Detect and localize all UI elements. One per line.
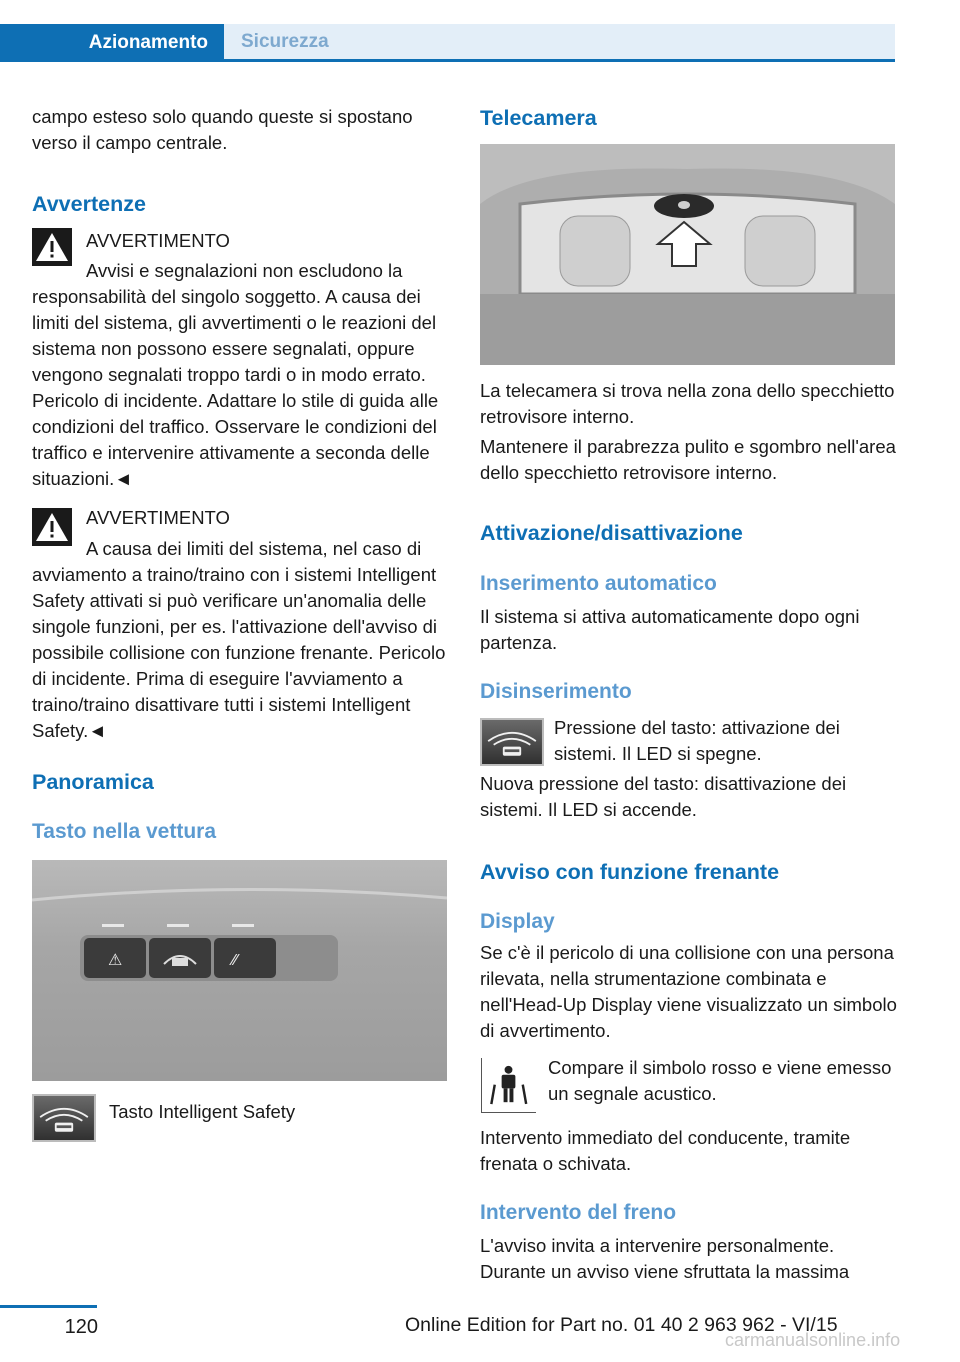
- intro-paragraph: campo esteso solo quando queste si spostano verso il campo centrale.: [32, 106, 413, 153]
- warning2-block: [32, 536, 450, 744]
- tab-sicurezza[interactable]: Sicurezza: [224, 24, 895, 60]
- warning1-text: Avvisi e segnalazioni non escludono la responsabilità del singolo soggetto. A causa dei limiti del sistema, gli avvertimenti o le reazioni del sistema non possono essere segnalati, oppure vengono segnalati troppo tardi o in modo errato. Pericolo di incidente. Adattare lo stile di guida alle condizioni del traffico. Osservare le condizioni del traffico e intervenire attivamente a seconda delle situazioni.◄: [32, 260, 439, 489]
- subheading-intervento-freno: Intervento del freno: [480, 1201, 677, 1224]
- header-tabbar: [0, 0, 895, 62]
- warning1-block: [32, 258, 450, 492]
- heading-avvertenze: Avvertenze: [32, 192, 146, 216]
- header-rule: [0, 59, 895, 62]
- display-text: Se c'è il pericolo di una collisione con una persona rilevata, nella strumentazione combinata e nell'Head-Up Display viene visualizzato un simbolo di avvertimento.: [480, 942, 897, 1041]
- off-text2: Nuova pressione del tasto: disattivazione dei sistemi. Il LED si accende.: [480, 773, 847, 820]
- off-text1: Pressione del tasto: attivazione dei sistemi. Il LED si spegne.: [554, 717, 840, 764]
- edition-text: Online Edition for Part no. 01 40 2 963 962 - VI/15: [405, 1314, 838, 1336]
- camera-photo: [480, 144, 895, 365]
- button-panel-photo: [32, 860, 447, 1081]
- svg-text:⁄⁄: ⁄⁄: [232, 951, 238, 969]
- tab-azionamento[interactable]: Azionamento: [0, 24, 224, 62]
- brake-text: L'avviso invita a intervenire personalmente. Durante un avviso viene sfruttata la massima: [480, 1235, 850, 1282]
- symbol-text: Compare il simbolo rosso e viene emesso un segnale acustico.: [548, 1057, 892, 1104]
- heading-telecamera: Telecamera: [480, 106, 597, 130]
- subheading-disinserimento: Disinserimento: [480, 680, 632, 703]
- page-number: 120: [64, 1316, 98, 1338]
- heading-panoramica: Panoramica: [32, 770, 154, 794]
- svg-text:⚠: ⚠: [108, 950, 123, 969]
- heading-avviso-frenante: Avviso con funzione frenante: [480, 860, 780, 884]
- button-caption: Tasto Intelligent Safety: [109, 1101, 296, 1122]
- camera-text2: Mantenere il parabrezza pulito e sgombro nell'area dello specchietto retrovisore interno.: [480, 436, 896, 483]
- warning2-text: A causa dei limiti del sistema, nel caso di avviamento a traino/traino con i sistemi Intelligent Safety attivati si può verificare un'anomalia delle singole funzioni, per es. l'attivazione dell'avviso di possibile collisione con funzione frenante. Pericolo di incidente. Prima di eseguire l'avviamento a traino/traino disattivare tutti i sistemi Intelligent Safety.◄: [32, 538, 446, 741]
- camera-text1: La telecamera si trova nella zona dello specchietto retrovisore interno.: [480, 380, 895, 427]
- footer-rule: [0, 1305, 97, 1308]
- intelligent-safety-icon: [480, 718, 544, 766]
- warning1-label: AVVERTIMENTO: [86, 230, 230, 251]
- subheading-inserimento: Inserimento automatico: [480, 572, 717, 595]
- heading-attivazione: Attivazione/disattivazione: [480, 521, 743, 545]
- warning2-label: AVVERTIMENTO: [86, 507, 230, 528]
- auto-text: Il sistema si attiva automaticamente dopo ogni partenza.: [480, 606, 860, 653]
- subheading-display: Display: [480, 910, 555, 933]
- intervention-text: Intervento immediato del conducente, tramite frenata o schivata.: [480, 1127, 851, 1174]
- subheading-tasto-vettura: Tasto nella vettura: [32, 820, 216, 843]
- watermark-text: carmanualsonline.info: [725, 1330, 901, 1350]
- pedestrian-warning-icon: [481, 1058, 536, 1113]
- intelligent-safety-icon: [32, 1094, 96, 1142]
